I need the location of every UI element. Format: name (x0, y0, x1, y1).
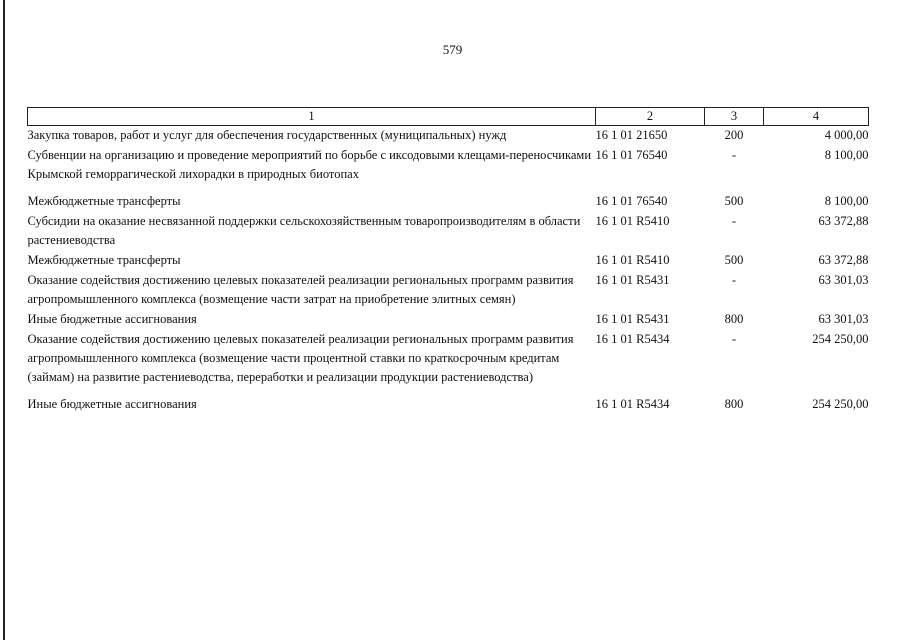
row-code: 16 1 01 R5431 (595, 273, 670, 287)
row-name: Оказание содействия достижению целевых показателей реализации региональных программ развития агропромышленного комплекса (возмещение части затрат на приобретение элитных семян) (27, 273, 574, 306)
row-name: Закупка товаров, работ и услуг для обеспечения государственных (муниципальных) нужд (27, 128, 507, 142)
row-sum: 63 301,03 (818, 273, 869, 287)
table-row (28, 212, 869, 251)
column-header-3: 3 (705, 108, 764, 126)
table-row (28, 395, 869, 415)
row-code: 16 1 01 R5434 (595, 332, 670, 346)
page-left-border (3, 0, 5, 640)
row-expense-type: 200 (724, 128, 744, 142)
table-row (28, 192, 869, 212)
column-header-1: 1 (28, 108, 596, 126)
page-number: 579 (442, 42, 463, 57)
row-expense-type: - (731, 214, 737, 228)
budget-table (27, 107, 869, 415)
row-expense-type: 800 (724, 397, 744, 411)
column-header-2: 2 (596, 108, 705, 126)
row-sum: 8 100,00 (824, 194, 869, 208)
row-expense-type: - (731, 148, 737, 162)
column-header-4: 4 (764, 108, 869, 126)
row-expense-type: 500 (724, 194, 744, 208)
table-row (28, 251, 869, 271)
row-sum: 63 372,88 (818, 253, 869, 267)
row-name: Субсидии на оказание несвязанной поддержки сельскохозяйственным товаропроизводителям в области растениеводства (27, 214, 581, 247)
table-row (28, 126, 869, 147)
row-expense-type: - (731, 332, 737, 346)
row-sum: 254 250,00 (812, 332, 869, 346)
row-sum: 63 372,88 (818, 214, 869, 228)
row-name: Межбюджетные трансферты (27, 253, 181, 267)
row-name: Иные бюджетные ассигнования (27, 397, 197, 411)
table-row (28, 310, 869, 330)
row-sum: 4 000,00 (824, 128, 869, 142)
row-name: Оказание содействия достижению целевых показателей реализации региональных программ развития агропромышленного комплекса (возмещение части процентной ставки по краткосрочным кредитам (займам) на развитие растениеводства, переработки и реализации продукции растениеводства) (27, 332, 574, 384)
row-name: Субвенции на организацию и проведение мероприятий по борьбе с иксодовыми клещами-переносчиками Крымской геморрагической лихорадки в природных биотопах (27, 148, 592, 181)
row-code: 16 1 01 R5410 (595, 214, 670, 228)
table-row (28, 146, 869, 192)
table-row (28, 330, 869, 395)
row-code: 16 1 01 R5431 (595, 312, 670, 326)
table-header-row (28, 108, 869, 126)
row-code: 16 1 01 21650 (595, 128, 668, 142)
row-name: Иные бюджетные ассигнования (27, 312, 197, 326)
row-expense-type: 800 (724, 312, 744, 326)
row-expense-type: - (731, 273, 737, 287)
row-name: Межбюджетные трансферты (27, 194, 181, 208)
row-sum: 8 100,00 (824, 148, 869, 162)
row-sum: 63 301,03 (818, 312, 869, 326)
row-code: 16 1 01 76540 (595, 194, 668, 208)
row-expense-type: 500 (724, 253, 744, 267)
row-code: 16 1 01 76540 (595, 148, 668, 162)
row-code: 16 1 01 R5434 (595, 397, 670, 411)
row-sum: 254 250,00 (812, 397, 869, 411)
row-code: 16 1 01 R5410 (595, 253, 670, 267)
table-row (28, 271, 869, 310)
